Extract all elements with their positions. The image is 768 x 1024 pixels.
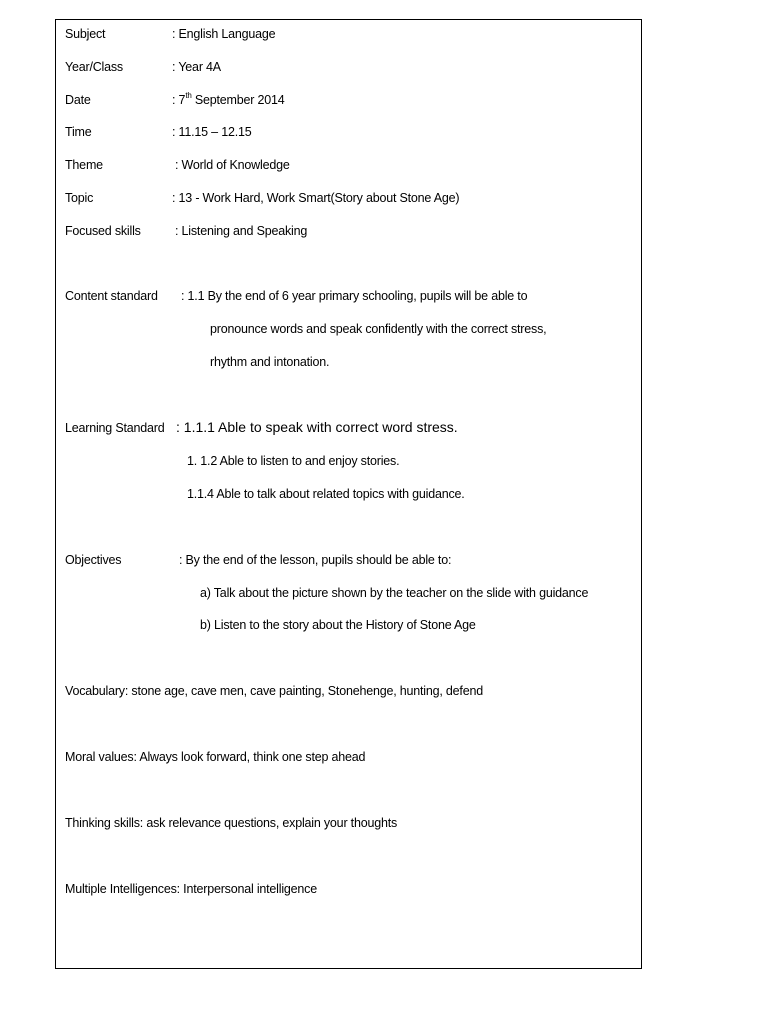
subject-label: Subject — [65, 27, 106, 41]
date-ordinal-suffix: th — [185, 90, 192, 100]
thinking-skills-line: Thinking skills: ask relevance questions, explain your thoughts — [65, 816, 398, 830]
subject-value: : English Language — [172, 27, 276, 41]
time-label: Time — [65, 125, 92, 139]
date-prefix: : 7 — [172, 93, 186, 107]
theme-label: Theme — [65, 158, 103, 172]
multiple-intelligences-line: Multiple Intelligences: Interpersonal intelligence — [65, 882, 317, 896]
date-value — [172, 90, 285, 107]
learning-standard-line-1: : 1.1.1 Able to speak with correct word stress. — [176, 419, 458, 435]
focused-skills-value: : Listening and Speaking — [175, 224, 308, 238]
objective-item-a: a) Talk about the picture shown by the teacher on the slide with guidance — [200, 586, 589, 600]
moral-values-line: Moral values: Always look forward, think one step ahead — [65, 750, 366, 764]
content-standard-line-1: : 1.1 By the end of 6 year primary schooling, pupils will be able to — [181, 289, 528, 303]
topic-label: Topic — [65, 191, 94, 205]
content-standard-line-2: pronounce words and speak confidently with the correct stress, — [210, 322, 547, 336]
learning-standard-line-3: 1.1.4 Able to talk about related topics with guidance. — [187, 487, 465, 501]
learning-standard-label: Learning Standard — [65, 421, 165, 435]
focused-skills-label: Focused skills — [65, 224, 141, 238]
date-suffix: September 2014 — [191, 93, 285, 107]
content-standard-label: Content standard — [65, 289, 158, 303]
learning-standard-line-2: 1. 1.2 Able to listen to and enjoy stories. — [187, 454, 400, 468]
theme-value: : World of Knowledge — [175, 158, 290, 172]
vocabulary-line: Vocabulary: stone age, cave men, cave painting, Stonehenge, hunting, defend — [65, 684, 483, 698]
year-class-value: : Year 4A — [172, 60, 221, 74]
objectives-intro: : By the end of the lesson, pupils should be able to: — [179, 553, 452, 567]
year-class-label: Year/Class — [65, 60, 123, 74]
time-value: : 11.15 – 12.15 — [172, 125, 252, 139]
objectives-label: Objectives — [65, 553, 122, 567]
objective-item-b: b) Listen to the story about the History of Stone Age — [200, 618, 476, 632]
date-label: Date — [65, 93, 91, 107]
topic-value: : 13 - Work Hard, Work Smart(Story about Stone Age) — [172, 191, 460, 205]
content-standard-line-3: rhythm and intonation. — [210, 355, 330, 369]
